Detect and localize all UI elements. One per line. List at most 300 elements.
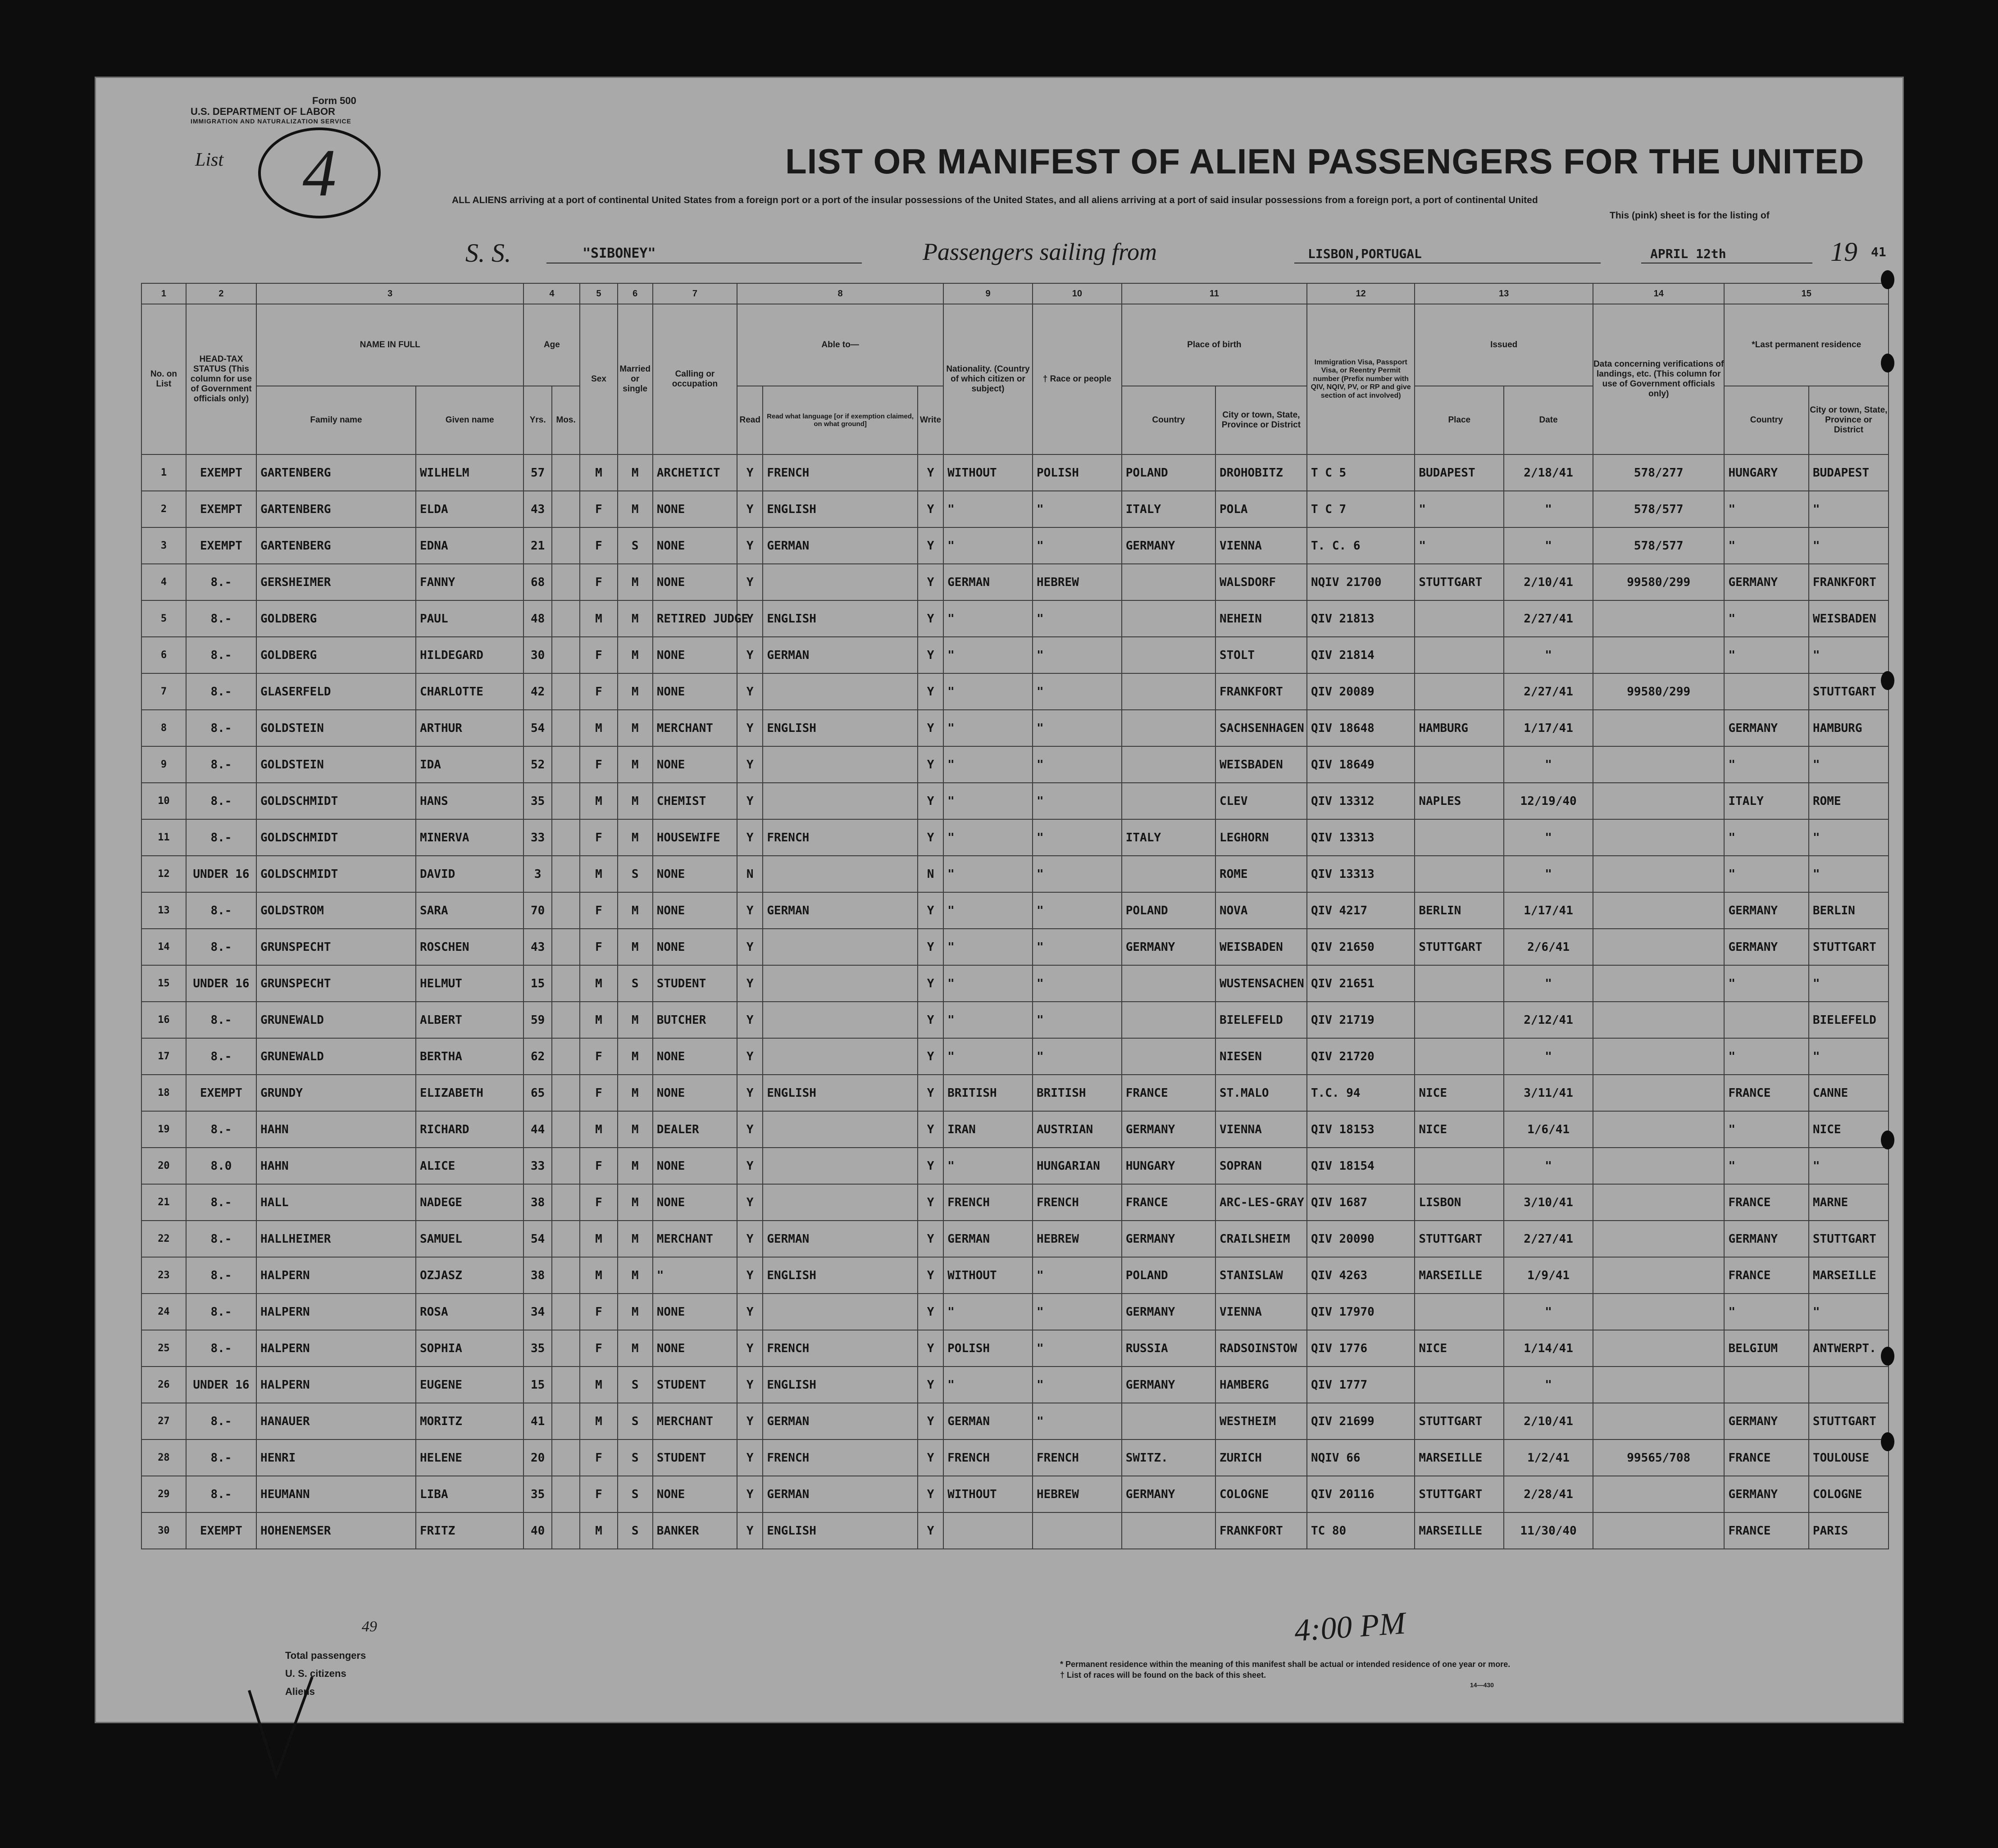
- us-citizens-label: U. S. citizens: [285, 1668, 346, 1679]
- issued-place: ": [1415, 491, 1504, 527]
- issued-date: ": [1504, 819, 1593, 856]
- marital-status: S: [618, 965, 653, 1002]
- issued-place: STUTTGART: [1415, 1221, 1504, 1257]
- issued-place: STUTTGART: [1415, 1403, 1504, 1439]
- occupation: ": [653, 1257, 737, 1294]
- row-number: 19: [141, 1111, 186, 1148]
- race: HUNGARIAN: [1033, 1148, 1122, 1184]
- read-language: ENGLISH: [763, 1367, 918, 1403]
- row-number: 7: [141, 673, 186, 710]
- nationality: FRENCH: [943, 1439, 1033, 1476]
- sex: F: [580, 746, 617, 783]
- issued-place: [1415, 746, 1504, 783]
- issued-date: 12/19/40: [1504, 783, 1593, 819]
- birth-city: VIENNA: [1215, 527, 1307, 564]
- age-years: 15: [523, 1367, 551, 1403]
- birth-city: ROME: [1215, 856, 1307, 892]
- can-read: Y: [737, 892, 763, 929]
- col-able-to: Able to—: [737, 304, 943, 386]
- issued-place: BUDAPEST: [1415, 454, 1504, 491]
- head-tax-status: UNDER 16: [186, 856, 256, 892]
- can-write: Y: [918, 1221, 943, 1257]
- visa-number: QIV 18154: [1307, 1148, 1415, 1184]
- manifest-sheet: [95, 77, 1904, 1723]
- col-num-9: 9: [943, 283, 1033, 304]
- residence-city: STUTTGART: [1809, 1221, 1889, 1257]
- residence-country: ": [1724, 1038, 1808, 1075]
- birth-country: [1122, 1038, 1215, 1075]
- can-read: Y: [737, 1148, 763, 1184]
- birth-city: ST.MALO: [1215, 1075, 1307, 1111]
- marital-status: M: [618, 1330, 653, 1367]
- can-read: Y: [737, 673, 763, 710]
- verification-data: [1593, 1257, 1725, 1294]
- issued-place: [1415, 1002, 1504, 1038]
- given-name: ALBERT: [416, 1002, 523, 1038]
- family-name: GOLDSTROM: [256, 892, 416, 929]
- col-num-7: 7: [653, 283, 737, 304]
- can-read: Y: [737, 1075, 763, 1111]
- intro-text: ALL ALIENS arriving at a port of continental United States from a foreign port or a port of the insular possessions of the United States, and all aliens arriving at a port of said insular possessions from a foreign port, a port of continental United: [452, 195, 1538, 205]
- marital-status: M: [618, 1257, 653, 1294]
- sex: M: [580, 783, 617, 819]
- row-number: 18: [141, 1075, 186, 1111]
- birth-city: WALSDORF: [1215, 564, 1307, 600]
- read-language: GERMAN: [763, 527, 918, 564]
- can-read: Y: [737, 1294, 763, 1330]
- row-number: 30: [141, 1512, 186, 1549]
- birth-country: SWITZ.: [1122, 1439, 1215, 1476]
- read-language: [763, 783, 918, 819]
- race: [1033, 1512, 1122, 1549]
- issued-place: STUTTGART: [1415, 929, 1504, 965]
- table-row: [141, 1111, 1889, 1148]
- race: AUSTRIAN: [1033, 1111, 1122, 1148]
- age-months: [552, 1184, 580, 1221]
- table-row: [141, 527, 1889, 564]
- marital-status: S: [618, 1512, 653, 1549]
- issued-date: 1/17/41: [1504, 710, 1593, 746]
- age-years: 52: [523, 746, 551, 783]
- issued-place: [1415, 819, 1504, 856]
- can-read: Y: [737, 1476, 763, 1512]
- sex: M: [580, 1403, 617, 1439]
- can-write: Y: [918, 1257, 943, 1294]
- age-months: [552, 673, 580, 710]
- race: ": [1033, 1403, 1122, 1439]
- given-name: OZJASZ: [416, 1257, 523, 1294]
- issued-date: ": [1504, 1367, 1593, 1403]
- given-name: ROSCHEN: [416, 929, 523, 965]
- family-name: HALPERN: [256, 1367, 416, 1403]
- can-read: Y: [737, 454, 763, 491]
- marital-status: S: [618, 527, 653, 564]
- race: FRENCH: [1033, 1184, 1122, 1221]
- sex: M: [580, 710, 617, 746]
- age-years: 35: [523, 1476, 551, 1512]
- total-passengers-label: Total passengers: [285, 1650, 366, 1661]
- race: ": [1033, 819, 1122, 856]
- head-tax-status: EXEMPT: [186, 1075, 256, 1111]
- visa-number: QIV 21651: [1307, 965, 1415, 1002]
- given-name: IDA: [416, 746, 523, 783]
- table-row: [141, 856, 1889, 892]
- can-read: Y: [737, 600, 763, 637]
- race: HEBREW: [1033, 1476, 1122, 1512]
- verification-data: [1593, 1512, 1725, 1549]
- age-years: 65: [523, 1075, 551, 1111]
- age-months: [552, 454, 580, 491]
- age-years: 33: [523, 1148, 551, 1184]
- family-name: GRUNDY: [256, 1075, 416, 1111]
- age-months: [552, 1111, 580, 1148]
- col-name-in-full: NAME IN FULL: [256, 304, 523, 386]
- col-num-2: 2: [186, 283, 256, 304]
- col-num-11: 11: [1122, 283, 1307, 304]
- nationality: ": [943, 637, 1033, 673]
- ship-name: "SIBONEY": [583, 245, 656, 261]
- ss-label: S. S.: [465, 238, 511, 268]
- occupation: NONE: [653, 564, 737, 600]
- can-read: Y: [737, 710, 763, 746]
- row-number: 25: [141, 1330, 186, 1367]
- table-row: [141, 965, 1889, 1002]
- table-row: [141, 819, 1889, 856]
- verification-data: [1593, 1367, 1725, 1403]
- birth-city: FRANKFORT: [1215, 1512, 1307, 1549]
- residence-country: ": [1724, 1111, 1808, 1148]
- family-name: GOLDBERG: [256, 600, 416, 637]
- age-months: [552, 564, 580, 600]
- read-language: GERMAN: [763, 892, 918, 929]
- manifest-rows: [141, 454, 1889, 1549]
- issued-date: 2/18/41: [1504, 454, 1593, 491]
- occupation: NONE: [653, 1330, 737, 1367]
- issued-date: ": [1504, 1148, 1593, 1184]
- col-given-name: Given name: [416, 386, 523, 454]
- marital-status: S: [618, 1439, 653, 1476]
- birth-city: WESTHEIM: [1215, 1403, 1307, 1439]
- row-number: 4: [141, 564, 186, 600]
- issued-place: NICE: [1415, 1111, 1504, 1148]
- nationality: WITHOUT: [943, 454, 1033, 491]
- occupation: MERCHANT: [653, 710, 737, 746]
- age-years: 33: [523, 819, 551, 856]
- age-years: 44: [523, 1111, 551, 1148]
- row-number: 9: [141, 746, 186, 783]
- can-write: Y: [918, 1512, 943, 1549]
- given-name: NADEGE: [416, 1184, 523, 1221]
- head-tax-status: 8.-: [186, 892, 256, 929]
- col-birth-country: Country: [1122, 386, 1215, 454]
- nationality: ": [943, 746, 1033, 783]
- footnote-races: † List of races will be found on the back of this sheet.: [1060, 1671, 1266, 1680]
- age-months: [552, 600, 580, 637]
- visa-number: TC 80: [1307, 1512, 1415, 1549]
- residence-city: ANTWERPT.: [1809, 1330, 1889, 1367]
- given-name: SARA: [416, 892, 523, 929]
- age-months: [552, 1148, 580, 1184]
- marital-status: M: [618, 637, 653, 673]
- head-tax-status: EXEMPT: [186, 527, 256, 564]
- family-name: HAHN: [256, 1111, 416, 1148]
- head-tax-status: 8.-: [186, 1294, 256, 1330]
- can-read: Y: [737, 783, 763, 819]
- verification-data: [1593, 819, 1725, 856]
- residence-country: GERMANY: [1724, 892, 1808, 929]
- sex: F: [580, 637, 617, 673]
- nationality: ": [943, 1294, 1033, 1330]
- birth-country: GERMANY: [1122, 929, 1215, 965]
- col-calling: Calling or occupation: [653, 304, 737, 454]
- visa-number: QIV 21720: [1307, 1038, 1415, 1075]
- can-read: Y: [737, 1184, 763, 1221]
- can-read: Y: [737, 1330, 763, 1367]
- can-write: Y: [918, 1439, 943, 1476]
- punch-hole: [1881, 270, 1894, 289]
- can-read: Y: [737, 1257, 763, 1294]
- can-read: Y: [737, 746, 763, 783]
- col-no-on-list: No. on List: [141, 304, 186, 454]
- head-tax-status: 8.-: [186, 746, 256, 783]
- nationality: ": [943, 491, 1033, 527]
- birth-country: [1122, 965, 1215, 1002]
- marital-status: M: [618, 1038, 653, 1075]
- age-months: [552, 819, 580, 856]
- year-suffix: 41: [1871, 245, 1886, 259]
- head-tax-status: 8.-: [186, 673, 256, 710]
- col-write: Write: [918, 386, 943, 454]
- occupation: STUDENT: [653, 1367, 737, 1403]
- age-years: 43: [523, 491, 551, 527]
- table-row: [141, 1439, 1889, 1476]
- issued-date: 2/6/41: [1504, 929, 1593, 965]
- can-write: Y: [918, 1038, 943, 1075]
- residence-city: ": [1809, 856, 1889, 892]
- form-number: Form 500: [312, 95, 356, 106]
- nationality: GERMAN: [943, 564, 1033, 600]
- race: ": [1033, 1330, 1122, 1367]
- col-place-of-birth: Place of birth: [1122, 304, 1307, 386]
- marital-status: M: [618, 491, 653, 527]
- age-years: 48: [523, 600, 551, 637]
- age-years: 3: [523, 856, 551, 892]
- birth-country: POLAND: [1122, 454, 1215, 491]
- residence-city: ": [1809, 491, 1889, 527]
- residence-city: BUDAPEST: [1809, 454, 1889, 491]
- residence-city: STUTTGART: [1809, 1403, 1889, 1439]
- read-language: ENGLISH: [763, 710, 918, 746]
- birth-country: POLAND: [1122, 1257, 1215, 1294]
- can-write: Y: [918, 965, 943, 1002]
- col-issued-place: Place: [1415, 386, 1504, 454]
- birth-country: [1122, 746, 1215, 783]
- birth-city: VIENNA: [1215, 1294, 1307, 1330]
- table-row: [141, 892, 1889, 929]
- can-read: Y: [737, 1002, 763, 1038]
- can-write: Y: [918, 1075, 943, 1111]
- marital-status: M: [618, 564, 653, 600]
- age-years: 41: [523, 1403, 551, 1439]
- occupation: NONE: [653, 1038, 737, 1075]
- given-name: DAVID: [416, 856, 523, 892]
- given-name: ROSA: [416, 1294, 523, 1330]
- issued-date: ": [1504, 527, 1593, 564]
- punch-hole: [1881, 354, 1894, 372]
- given-name: ARTHUR: [416, 710, 523, 746]
- birth-country: [1122, 1512, 1215, 1549]
- issued-date: 2/27/41: [1504, 600, 1593, 637]
- nationality: WITHOUT: [943, 1257, 1033, 1294]
- age-months: [552, 1002, 580, 1038]
- birth-country: FRANCE: [1122, 1075, 1215, 1111]
- can-read: Y: [737, 1512, 763, 1549]
- table-row: [141, 1476, 1889, 1512]
- race: ": [1033, 600, 1122, 637]
- age-months: [552, 965, 580, 1002]
- given-name: ALICE: [416, 1148, 523, 1184]
- residence-country: ITALY: [1724, 783, 1808, 819]
- row-number: 21: [141, 1184, 186, 1221]
- can-write: Y: [918, 929, 943, 965]
- given-name: LIBA: [416, 1476, 523, 1512]
- occupation: NONE: [653, 1075, 737, 1111]
- birth-country: POLAND: [1122, 892, 1215, 929]
- birth-city: POLA: [1215, 491, 1307, 527]
- birth-city: WEISBADEN: [1215, 929, 1307, 965]
- given-name: SOPHIA: [416, 1330, 523, 1367]
- birth-country: FRANCE: [1122, 1184, 1215, 1221]
- family-name: GLASERFELD: [256, 673, 416, 710]
- residence-country: HUNGARY: [1724, 454, 1808, 491]
- occupation: ARCHETICT: [653, 454, 737, 491]
- residence-country: GERMANY: [1724, 1221, 1808, 1257]
- visa-number: QIV 13313: [1307, 819, 1415, 856]
- race: HEBREW: [1033, 1221, 1122, 1257]
- birth-city: SACHSENHAGEN: [1215, 710, 1307, 746]
- nationality: ": [943, 1148, 1033, 1184]
- birth-city: RADSOINSTOW: [1215, 1330, 1307, 1367]
- family-name: HALL: [256, 1184, 416, 1221]
- nationality: ": [943, 600, 1033, 637]
- row-number: 11: [141, 819, 186, 856]
- residence-city: BIELEFELD: [1809, 1002, 1889, 1038]
- verification-data: 99565/708: [1593, 1439, 1725, 1476]
- visa-number: QIV 1777: [1307, 1367, 1415, 1403]
- birth-country: RUSSIA: [1122, 1330, 1215, 1367]
- verification-data: [1593, 856, 1725, 892]
- verification-data: [1593, 892, 1725, 929]
- issued-place: BERLIN: [1415, 892, 1504, 929]
- can-read: Y: [737, 1111, 763, 1148]
- visa-number: QIV 13313: [1307, 856, 1415, 892]
- residence-country: GERMANY: [1724, 710, 1808, 746]
- age-months: [552, 527, 580, 564]
- can-read: Y: [737, 564, 763, 600]
- birth-country: ITALY: [1122, 491, 1215, 527]
- age-months: [552, 710, 580, 746]
- birth-city: CRAILSHEIM: [1215, 1221, 1307, 1257]
- marital-status: M: [618, 819, 653, 856]
- col-last-residence: *Last permanent residence: [1724, 304, 1889, 386]
- verification-data: [1593, 1075, 1725, 1111]
- sex: F: [580, 929, 617, 965]
- given-name: MORITZ: [416, 1403, 523, 1439]
- head-tax-status: 8.-: [186, 929, 256, 965]
- table-row: [141, 1367, 1889, 1403]
- can-write: Y: [918, 746, 943, 783]
- can-read: Y: [737, 929, 763, 965]
- issued-place: STUTTGART: [1415, 564, 1504, 600]
- age-months: [552, 1038, 580, 1075]
- given-name: MINERVA: [416, 819, 523, 856]
- birth-country: GERMANY: [1122, 1367, 1215, 1403]
- residence-country: ": [1724, 1148, 1808, 1184]
- can-read: Y: [737, 1038, 763, 1075]
- table-row: [141, 783, 1889, 819]
- can-write: Y: [918, 1403, 943, 1439]
- can-read: Y: [737, 1221, 763, 1257]
- sex: F: [580, 1038, 617, 1075]
- read-language: GERMAN: [763, 1221, 918, 1257]
- head-tax-status: 8.-: [186, 1330, 256, 1367]
- sex: F: [580, 1439, 617, 1476]
- col-num-8: 8: [737, 283, 943, 304]
- sailing-date: APRIL 12th: [1650, 246, 1726, 261]
- can-write: Y: [918, 1111, 943, 1148]
- can-write: Y: [918, 1148, 943, 1184]
- issued-place: HAMBURG: [1415, 710, 1504, 746]
- read-language: FRENCH: [763, 1330, 918, 1367]
- marital-status: S: [618, 1367, 653, 1403]
- residence-city: WEISBADEN: [1809, 600, 1889, 637]
- age-years: 54: [523, 710, 551, 746]
- can-write: Y: [918, 819, 943, 856]
- family-name: GOLDSTEIN: [256, 746, 416, 783]
- visa-number: NQIV 66: [1307, 1439, 1415, 1476]
- residence-city: TOULOUSE: [1809, 1439, 1889, 1476]
- read-language: [763, 1038, 918, 1075]
- visa-number: QIV 17970: [1307, 1294, 1415, 1330]
- age-years: 34: [523, 1294, 551, 1330]
- col-issued: Issued: [1415, 304, 1593, 386]
- verification-data: [1593, 1221, 1725, 1257]
- col-num-6: 6: [618, 283, 653, 304]
- row-number: 17: [141, 1038, 186, 1075]
- col-read: Read: [737, 386, 763, 454]
- residence-city: CANNE: [1809, 1075, 1889, 1111]
- birth-city: LEGHORN: [1215, 819, 1307, 856]
- given-name: ELDA: [416, 491, 523, 527]
- verification-data: 578/577: [1593, 527, 1725, 564]
- issued-date: 3/10/41: [1504, 1184, 1593, 1221]
- residence-country: ": [1724, 527, 1808, 564]
- occupation: NONE: [653, 746, 737, 783]
- family-name: GRUNEWALD: [256, 1002, 416, 1038]
- row-number: 20: [141, 1148, 186, 1184]
- head-tax-status: 8.-: [186, 1038, 256, 1075]
- birth-city: SOPRAN: [1215, 1148, 1307, 1184]
- nationality: ": [943, 710, 1033, 746]
- age-months: [552, 637, 580, 673]
- occupation: NONE: [653, 527, 737, 564]
- age-years: 30: [523, 637, 551, 673]
- race: ": [1033, 1257, 1122, 1294]
- can-write: Y: [918, 1367, 943, 1403]
- col-num-14: 14: [1593, 283, 1725, 304]
- nationality: ": [943, 856, 1033, 892]
- table-row: [141, 1403, 1889, 1439]
